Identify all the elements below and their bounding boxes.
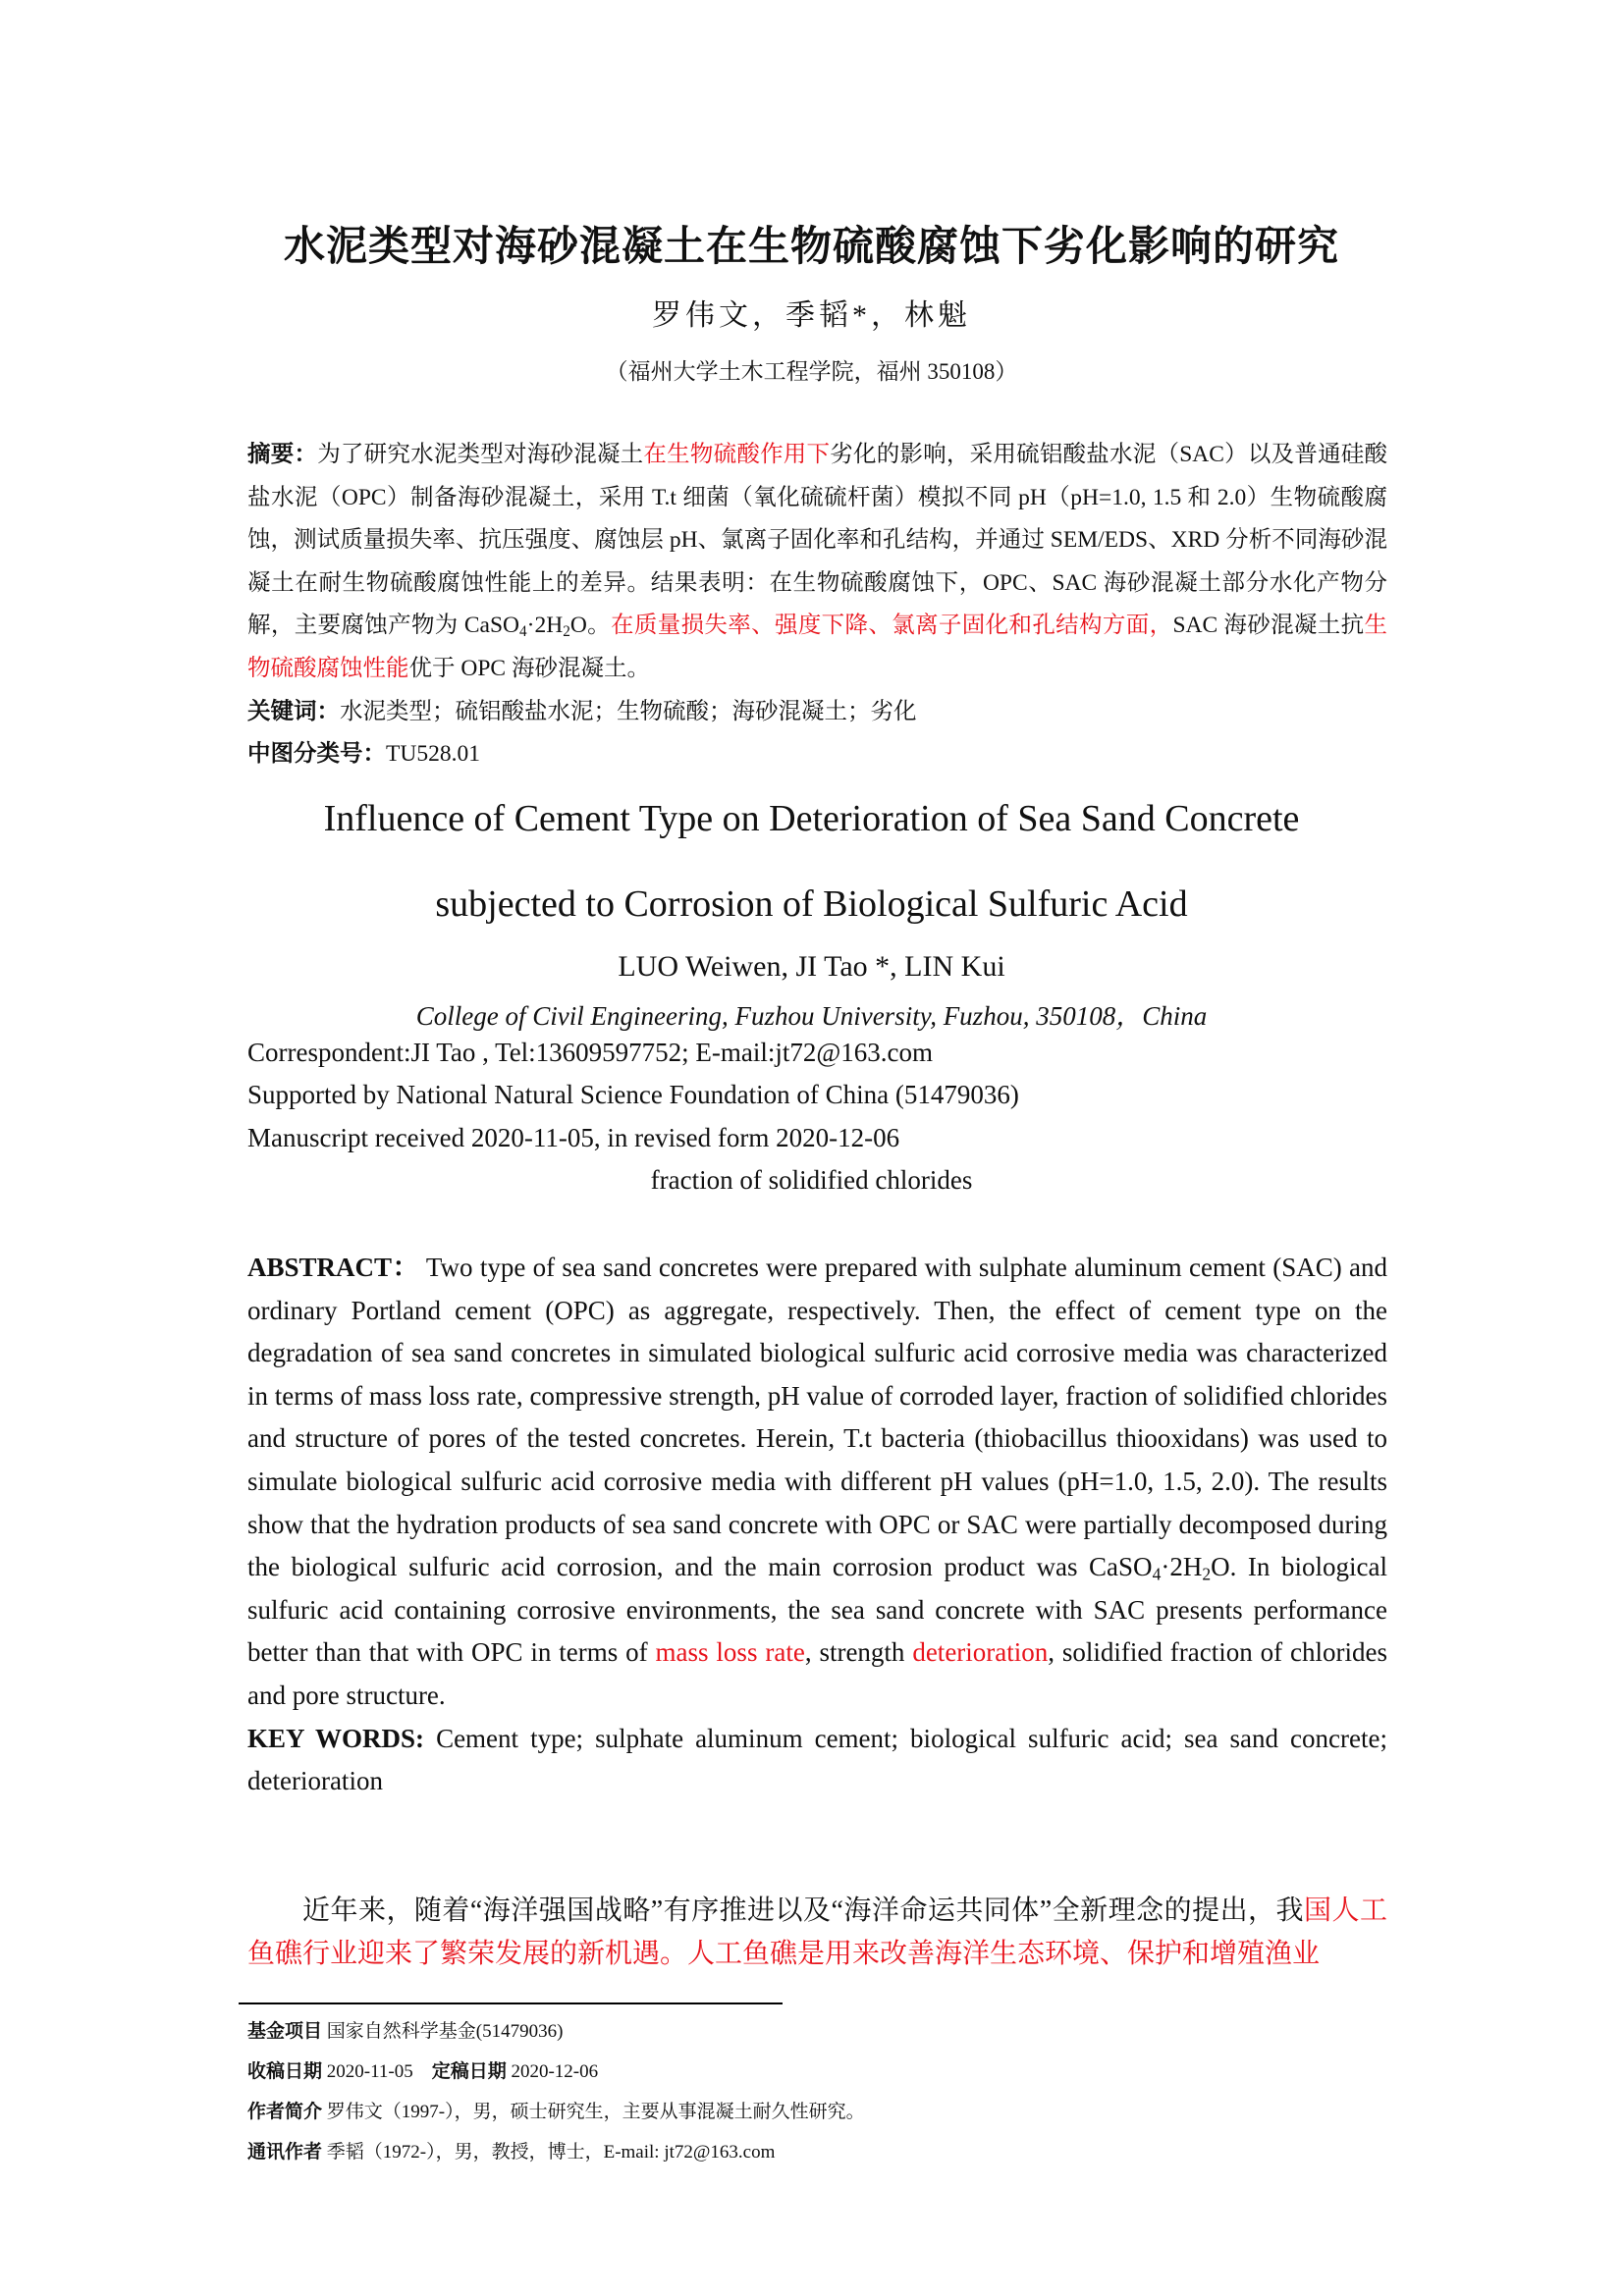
abstract-text: 为了研究水泥类型对海砂混凝土 <box>317 442 644 467</box>
body-text: 近年来，随着“海洋强国战略”有序推进以及“海洋命运共同体”全新理念的提出，我 <box>302 1896 1305 1926</box>
abstract-label: ABSTRACT： <box>247 1253 420 1282</box>
chinese-authors: 罗伟文，季韬*，林魁 <box>652 299 971 332</box>
footnote-value: 罗伟文（1997-），男，硕士研究生，主要从事混凝土耐久性研究。 <box>326 2102 865 2122</box>
chinese-abstract <box>247 434 1387 776</box>
correspondent: Correspondent:JI Tao , Tel:13609597752; E-mail:jt72@163.com <box>247 1038 934 1067</box>
footnote-value: 国家自然科学基金(51479036) <box>326 2021 564 2042</box>
subscript: 4 <box>519 623 527 641</box>
abstract-text: O。 <box>569 613 612 639</box>
abstract-text: , strength <box>804 1637 913 1668</box>
highlighted-text: deterioration <box>912 1637 1049 1668</box>
footnote-value: 2020-11-05 <box>326 2061 413 2082</box>
abstract-text: 优于 OPC 海砂混凝土。 <box>408 655 650 681</box>
footnote-corresponding <box>247 2137 775 2163</box>
chinese-abstract-text <box>247 434 1387 691</box>
english-title-line-2: subjected to Corrosion of Biological Sulfuric Acid <box>435 883 1188 925</box>
footnote-dates <box>247 2056 598 2083</box>
keywords-label: KEY WORDS: <box>247 1723 425 1753</box>
classification-label: 中图分类号： <box>247 741 386 768</box>
subscript: 2 <box>1202 1564 1212 1584</box>
abstract-label: 摘要： <box>247 442 318 467</box>
funding-statement: Supported by National Natural Science Foundation of China (51479036) <box>247 1080 1019 1109</box>
classification-value: TU528.01 <box>386 741 480 768</box>
chinese-keywords <box>247 691 1387 734</box>
footnote-value: 季韬（1972-），男，教授，博士，E-mail: jt72@163.com <box>326 2142 776 2163</box>
english-title-line-1: Influence of Cement Type on Deterioration of Sea Sand Concrete <box>323 798 1300 839</box>
keywords-label: 关键词： <box>247 698 340 724</box>
english-affiliation: College of Civil Engineering, Fuzhou University, Fuzhou, 350108，China <box>415 1001 1208 1031</box>
manuscript-dates: Manuscript received 2020-11-05, in revised form 2020-12-06 <box>247 1123 900 1152</box>
footnote-fund <box>247 2016 563 2043</box>
footnote-label: 基金项目 <box>247 2021 323 2042</box>
english-authors: LUO Weiwen, JI Tao *, LIN Kui <box>618 950 1005 983</box>
footnote-author <box>247 2097 865 2123</box>
chinese-title: 水泥类型对海砂混凝土在生物硫酸腐蚀下劣化影响的研究 <box>283 222 1339 270</box>
footnote-label: 作者简介 <box>247 2102 323 2122</box>
english-abstract <box>247 1247 1387 1803</box>
english-abstract-text <box>247 1247 1387 1718</box>
abstract-text: 劣化的影响，采用硫铝酸盐水泥（SAC）以及普通硅酸盐水泥（OPC）制备海砂混凝土，采用 T.t 细菌（氧化硫硫杆菌）模拟不同 pH（pH=1.0, 1.5 和 2.0）生物硫酸腐蚀，测试质量损失率、抗压强度、腐蚀层 pH、氯离子固化率和孔结构，并通过 SEM/EDS、XRD 分析不同海砂混凝土在耐生物硫酸腐蚀性能上的差异。结果表明：在生物硫酸腐蚀下，OPC、SAC 海砂混凝土部分水化产物分解，主要腐蚀产物为 CaSO <box>247 442 1388 639</box>
abstract-text: Two type of sea sand concretes were prepared with sulphate aluminum cement (SAC) and ordinary Portland cement (OPC) as aggregate, respectively. Then, the effect of cement type on the degradation of sea sand concretes in simulated biological sulfuric acid corrosive media was characterized in terms of mass loss rate, compressive strength, pH value of corroded layer, fraction of solidified chlorides and structure of pores of the tested concretes. Herein, T.t bacteria (thiobacillus thiooxidans) was used to simulate biological sulfuric acid corrosive media with different pH values (pH=1.0, 1.5, 2.0). The results show that the hydration products of sea sand concrete with OPC or SAC were partially decomposed during the biological sulfuric acid corrosion, and the main corrosion product was CaSO <box>247 1253 1387 1582</box>
abstract-text: O. In biological sulfuric acid containing corrosive environments, the sea sand concrete with SAC presents performance better than that with OPC in terms of <box>247 1552 1387 1668</box>
english-keywords <box>247 1718 1387 1803</box>
footnote-value: 2020-12-06 <box>511 2061 599 2082</box>
highlighted-text: 生物硫酸腐蚀性能 <box>247 613 1387 681</box>
stray-text-line: fraction of solidified chlorides <box>650 1165 973 1195</box>
classification-number <box>247 733 1387 776</box>
subscript: 4 <box>1152 1564 1162 1584</box>
chinese-affiliation: （福州大学土木工程学院，福州 350108） <box>605 359 1018 384</box>
highlighted-text: mass loss rate <box>655 1637 805 1668</box>
highlighted-text: 国人工鱼礁行业迎来了繁荣发展的新机遇。人工鱼礁是用来改善海洋生态环境、保护和增殖渔业 <box>247 1896 1387 1969</box>
abstract-text: SAC 海砂混凝土抗 <box>1172 613 1365 639</box>
footnote-label: 通讯作者 <box>247 2142 323 2163</box>
keywords-text: Cement type; sulphate aluminum cement; biological sulfuric acid; sea sand concrete; deterioration <box>247 1723 1387 1796</box>
abstract-text: , solidified fraction of chlorides and pore structure. <box>247 1637 1387 1710</box>
abstract-text: ·2H <box>526 613 564 639</box>
abstract-text: ·2H <box>1161 1552 1203 1582</box>
footnote-label: 定稿日期 <box>431 2061 507 2082</box>
footnote-divider <box>239 2002 783 2004</box>
footnote-label: 收稿日期 <box>247 2061 323 2082</box>
body-paragraph <box>247 1890 1387 1975</box>
keywords-text: 水泥类型；硫铝酸盐水泥；生物硫酸；海砂混凝土；劣化 <box>340 698 917 724</box>
subscript: 2 <box>563 623 570 641</box>
highlighted-text: 在生物硫酸作用下 <box>643 442 831 467</box>
highlighted-text: 在质量损失率、强度下降、氯离子固化和孔结构方面， <box>611 613 1173 639</box>
